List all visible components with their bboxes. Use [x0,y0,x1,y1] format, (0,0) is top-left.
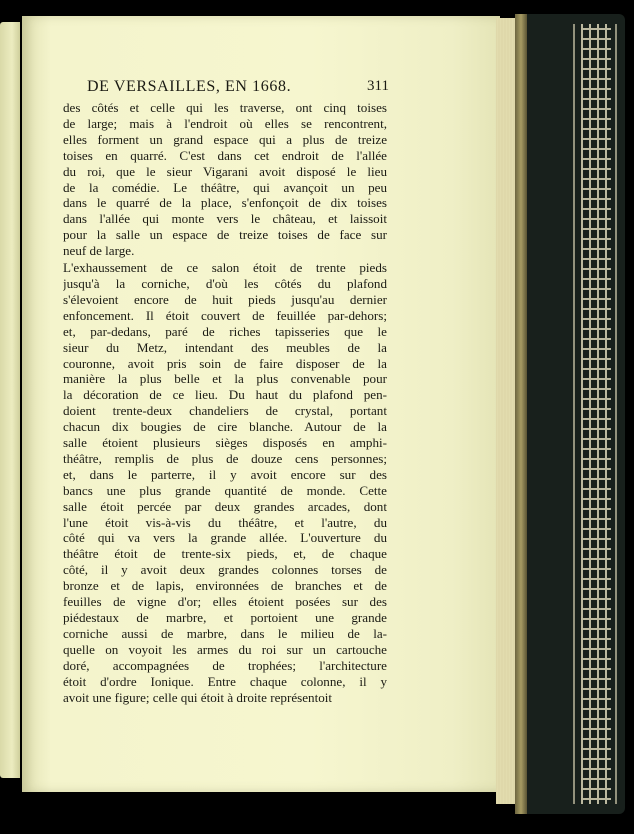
text-line: chacun dix bougies de cire blanche. Autour de la [63,419,387,435]
text-line: jusqu'à la corniche, d'où les côtés du plafond [63,275,387,291]
page-block-edges [496,18,517,804]
text-line: enfoncement. Il étoit couvert de feuillée par-dehors; [63,307,387,323]
text-line: toises en quarré. C'est dans cet endroit de l'allée [63,147,387,163]
text-line: des côtés et celle qui les traverse, ont cinq toises [63,100,387,115]
paragraph-1 [63,100,387,259]
text-line: et, par-dedans, paré de riches tapisseries que le [63,323,387,339]
text-line: couronne, avoit pris soin de faire disposer de la [63,355,387,371]
text-line: de large; mais à l'endroit où elles se rencontrent, [63,115,387,131]
text-line: côté qui va vers la grande allée. L'ouverture du [63,530,387,546]
text-line: doient trente-deux chandeliers de crystal, portant [63,403,387,419]
page-text-block [63,78,387,705]
text-line: et, dans le parterre, il y avoit encore sur des [63,466,387,482]
text-line: s'élevoient encore de huit pieds jusqu'au dernier [63,291,387,307]
text-line: feuilles de vigne d'or; elles étoient posées sur des [63,594,387,610]
running-title: DE VERSAILLES, EN 1668. [87,78,292,95]
text-line: dans le quarré de la place, s'enfonçoit de dix toises [63,195,387,211]
text-line: salle étoient plusieurs sièges disposés en amphi- [63,435,387,451]
text-line: corniche aussi de marbre, dans le milieu de la- [63,625,387,641]
text-line: pour la salle un espace de treize toises de face sur [63,227,387,243]
page-number: 311 [367,78,389,94]
running-header [63,78,387,98]
text-line: neuf de large. [63,243,135,259]
paragraph-2 [63,260,387,705]
text-line: bancs une plus grande quantité de monde. Cette [63,482,387,498]
text-line: salle étoit percée par deux grandes arcades, dont [63,498,387,514]
text-line: bronze et de lapis, environnées de branches et de [63,578,387,594]
text-line: la décoration de ce lieu. Du haut du plafond pen- [63,387,387,403]
text-line: dans l'allée qui monte vers le château, et laissoit [63,211,387,227]
text-line: théâtre étoit de trente-six pieds, et, de chaque [63,546,387,562]
cover-stripe-left [573,24,575,804]
text-line: sieur du Metz, intendant des meubles de la [63,339,387,355]
text-line: avoit une figure; celle qui étoit à droite représentoit [63,689,333,705]
previous-page-edge [0,22,20,778]
gilt-edge [515,14,527,814]
text-line: piédestaux de marbre, et portoient une grande [63,610,387,625]
greek-key-border [581,24,611,804]
text-line: de la comédie. Le théâtre, qui avançoit un peu [63,179,387,195]
cover-stripe-right [615,24,617,804]
book-cover [515,14,625,814]
text-line: étoit d'ordre Ionique. Entre chaque colonne, il y [63,673,387,689]
text-line: L'exhaussement de ce salon étoit de trente pieds [63,260,387,276]
text-line: théâtre, remplis de plus de douze cens personnes; [63,450,387,466]
text-line: quelle on voyoit les armes du roi sur un cartouche [63,641,387,657]
text-line: côté, il y avoit deux grandes colonnes torses de [63,562,387,578]
text-line: manière la plus belle et la plus convenable pour [63,371,387,387]
text-line: doré, accompagnées de trophées; l'architecture [63,657,387,673]
text-line: elles forment un grand espace qui a plus de treize [63,131,387,147]
text-line: l'une étoit vis-à-vis du théâtre, et l'autre, du [63,514,387,530]
text-line: du roi, que le sieur Vigarani avoit disposé le lieu [63,163,387,179]
